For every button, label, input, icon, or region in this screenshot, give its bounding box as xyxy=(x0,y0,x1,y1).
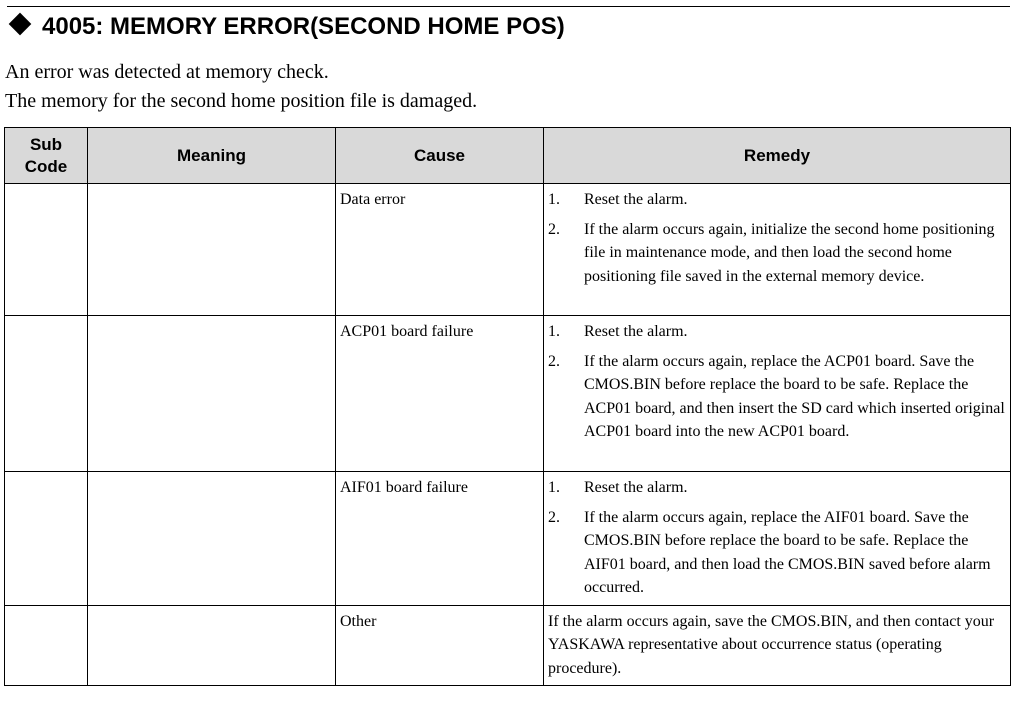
step-text: Reset the alarm. xyxy=(584,191,688,208)
sub-code-cell xyxy=(5,605,88,686)
table-row xyxy=(5,316,1011,472)
intro-text xyxy=(5,58,477,116)
header-remedy: Remedy xyxy=(544,128,1011,184)
remedy-step xyxy=(548,320,1006,344)
remedy-step xyxy=(548,188,1006,212)
header-meaning: Meaning xyxy=(88,128,336,184)
intro-line: The memory for the second home position file is damaged. xyxy=(5,90,478,112)
step-text: If the alarm occurs again, replace the AIF01 board. Save the CMOS.BIN before replace the board to be safe. Replace the AIF01 board, and then load the CMOS.BIN saved before alarm occurred. xyxy=(584,508,991,596)
header-sub-code-line: Code xyxy=(24,156,68,176)
header-sub-code xyxy=(5,128,88,184)
step-text: If the alarm occurs again, initialize the second home positioning file in maintenance mode, and then load the second home positioning file saved in the external memory device. xyxy=(584,220,995,285)
step-number: 2. xyxy=(548,220,560,238)
page-title xyxy=(6,13,565,41)
step-text: If the alarm occurs again, replace the ACP01 board. Save the CMOS.BIN before replace the board to be safe. Replace the ACP01 board, and then insert the SD card which inserted original ACP01 board into the new ACP01 board. xyxy=(584,352,1005,440)
intro-line: An error was detected at memory check. xyxy=(5,61,329,83)
header-sub-code-line: Sub xyxy=(29,134,63,154)
step-number: 1. xyxy=(548,479,560,496)
sub-code-cell xyxy=(5,184,88,316)
remedy-cell xyxy=(544,184,1011,316)
top-rule xyxy=(7,6,1010,7)
step-text: Reset the alarm. xyxy=(584,479,688,496)
step-text: Reset the alarm. xyxy=(584,323,688,340)
step-number: 2. xyxy=(548,352,560,370)
step-number: 1. xyxy=(548,191,560,208)
cause-cell: Other xyxy=(336,605,544,686)
meaning-cell xyxy=(88,316,336,472)
table-row xyxy=(5,472,1011,606)
alarm-table xyxy=(4,127,1011,686)
remedy-cell: If the alarm occurs again, save the CMOS.BIN, and then contact your YASKAWA representative about occurrence status (operating procedure). xyxy=(544,605,1011,686)
cause-cell: AIF01 board failure xyxy=(336,472,544,606)
table-row xyxy=(5,605,1011,686)
cause-cell: ACP01 board failure xyxy=(336,316,544,472)
header-cause: Cause xyxy=(336,128,544,184)
step-number: 2. xyxy=(548,508,560,526)
sub-code-cell xyxy=(5,316,88,472)
remedy-cell xyxy=(544,316,1011,472)
table-row xyxy=(5,184,1011,316)
remedy-step xyxy=(548,506,1006,600)
meaning-cell xyxy=(88,472,336,606)
diamond-bullet-icon xyxy=(9,13,32,36)
meaning-cell xyxy=(88,605,336,686)
remedy-step xyxy=(548,476,1006,500)
remedy-cell xyxy=(544,472,1011,606)
sub-code-cell xyxy=(5,472,88,606)
table-header-row xyxy=(5,128,1011,184)
remedy-step xyxy=(548,218,1006,289)
cause-cell: Data error xyxy=(336,184,544,316)
remedy-step xyxy=(548,350,1006,444)
page-title-text: 4005: MEMORY ERROR(SECOND HOME POS) xyxy=(42,13,565,40)
step-number: 1. xyxy=(548,323,560,340)
meaning-cell xyxy=(88,184,336,316)
